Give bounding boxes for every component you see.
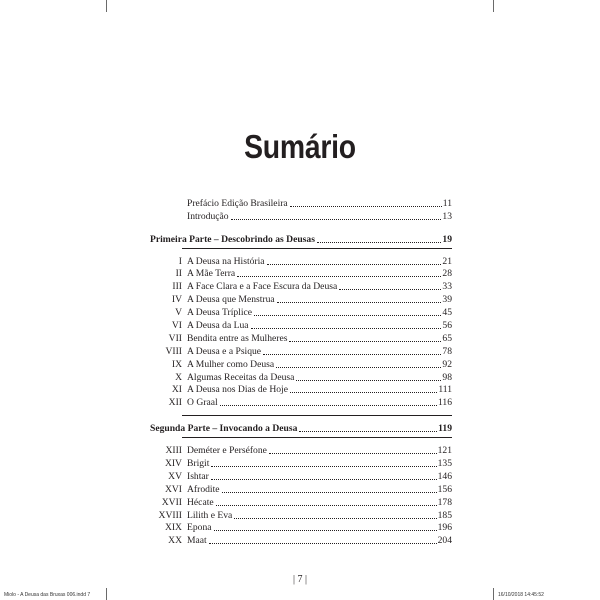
- dot-leader: [339, 289, 441, 290]
- dot-leader: [299, 431, 437, 432]
- chapter-row: [150, 383, 452, 396]
- chapter-row: [150, 254, 452, 267]
- page-number: 178: [437, 496, 452, 508]
- page-number: 28: [442, 268, 452, 280]
- chapter-number: XIV: [164, 458, 182, 470]
- dot-leader: [222, 492, 437, 493]
- chapter-number: XX: [168, 535, 182, 547]
- chapter-title: A Deusa da Lua: [187, 320, 249, 332]
- dot-leader: [290, 392, 437, 393]
- page-number: 185: [437, 509, 452, 521]
- chapter-number: III: [172, 281, 182, 293]
- chapter-title: A Deusa na História: [187, 255, 265, 267]
- chapter-number: VIII: [165, 345, 182, 357]
- dot-leader: [276, 367, 441, 368]
- front-matter-row: [150, 209, 452, 222]
- crop-mark: [106, 588, 107, 600]
- dot-leader: [267, 264, 442, 265]
- slug-file-name: Miolo - A Deusa das Bruxas 006.indd 7: [4, 592, 91, 598]
- dot-leader: [214, 530, 437, 531]
- chapter-row: [150, 495, 452, 508]
- chapter-number: XI: [171, 384, 182, 396]
- chapter-title: Prefácio Edição Brasileira: [187, 197, 288, 209]
- dot-leader: [216, 505, 437, 506]
- slug-timestamp: 16/10/2018 14:45:52: [498, 592, 544, 598]
- dot-leader: [263, 354, 441, 355]
- chapter-title: O Graal: [187, 397, 218, 409]
- folio: | 7 |: [292, 574, 307, 585]
- chapter-row: [150, 482, 452, 495]
- dot-leader: [269, 453, 437, 454]
- chapter-number: XII: [168, 397, 182, 409]
- chapter-title: Algumas Receitas da Deusa: [187, 371, 295, 383]
- chapter-row: [150, 370, 452, 383]
- chapter-title: Deméter e Perséfone: [187, 445, 267, 457]
- chapter-row: [150, 344, 452, 357]
- page-number: 45: [442, 307, 452, 319]
- page-number: 111: [438, 384, 452, 396]
- chapter-row: [150, 395, 452, 408]
- table-of-contents: [150, 196, 452, 546]
- chapter-title: A Face Clara e a Face Escura da Deusa: [187, 281, 338, 293]
- page-number: 78: [442, 345, 452, 357]
- chapter-title: Lilith e Eva: [187, 509, 233, 521]
- chapter-number: XV: [168, 470, 182, 482]
- page-number: 135: [437, 458, 452, 470]
- chapter-row: [150, 331, 452, 344]
- chapter-number: XVII: [161, 496, 182, 508]
- chapter-row: [150, 318, 452, 331]
- divider: [182, 248, 452, 249]
- page-number: 33: [442, 281, 452, 293]
- chapter-number: V: [175, 307, 182, 319]
- chapter-row: [150, 279, 452, 292]
- chapter-row: [150, 305, 452, 318]
- chapter-row: [150, 267, 452, 280]
- page-number: 92: [442, 358, 452, 370]
- chapter-list: [150, 254, 452, 409]
- chapter-number: XIII: [165, 445, 182, 457]
- page-number: 156: [437, 483, 452, 495]
- chapter-row: [150, 357, 452, 370]
- part-title: Primeira Parte – Descobrindo as Deusas: [150, 233, 315, 245]
- chapter-number: II: [175, 268, 182, 280]
- page-number: 119: [438, 423, 452, 435]
- chapter-number: X: [175, 371, 182, 383]
- chapter-title: Afrodite: [187, 483, 220, 495]
- dot-leader: [317, 242, 441, 243]
- dot-leader: [211, 479, 437, 480]
- dot-leader: [209, 543, 437, 544]
- chapter-number: I: [178, 255, 182, 267]
- page-number: 13: [442, 210, 452, 222]
- chapter-title: Epona: [187, 522, 212, 534]
- page-number: 56: [442, 320, 452, 332]
- crop-mark: [493, 588, 494, 600]
- part-title: Segunda Parte – Invocando a Deusa: [150, 423, 298, 435]
- page-number: 39: [442, 294, 452, 306]
- page-number: 98: [442, 371, 452, 383]
- chapter-number: VII: [168, 332, 182, 344]
- page-number: 204: [437, 535, 452, 547]
- front-matter-list: [150, 196, 452, 222]
- chapter-row: [150, 456, 452, 469]
- divider: [182, 437, 452, 438]
- chapter-title: Maat: [187, 535, 207, 547]
- dot-leader: [290, 206, 442, 207]
- page-number: 116: [437, 397, 452, 409]
- page-number: 121: [437, 445, 452, 457]
- chapter-row: [150, 508, 452, 521]
- page-title: Sumário: [244, 128, 356, 166]
- chapter-number: IX: [171, 358, 182, 370]
- page-number: 65: [442, 332, 452, 344]
- crop-mark: [493, 0, 494, 12]
- chapter-title: A Deusa Tríplice: [187, 307, 253, 319]
- chapter-row: [150, 533, 452, 546]
- chapter-title: A Mulher como Deusa: [187, 358, 275, 370]
- dot-leader: [289, 341, 441, 342]
- chapter-title: Brigit: [187, 458, 210, 470]
- chapter-title: A Deusa nos Dias de Hoje: [187, 384, 288, 396]
- chapter-title: A Deusa que Menstrua: [187, 294, 275, 306]
- dot-leader: [211, 466, 436, 467]
- chapter-title: Bendita entre as Mulheres: [187, 332, 288, 344]
- page-number: 146: [437, 470, 452, 482]
- chapter-row: [150, 521, 452, 534]
- chapter-list: [150, 443, 452, 546]
- chapter-title: Ishtar: [187, 470, 209, 482]
- chapter-row: [150, 292, 452, 305]
- page-number: 21: [442, 255, 452, 267]
- chapter-title: Hécate: [187, 496, 214, 508]
- dot-leader: [254, 315, 441, 316]
- page-number: 19: [442, 233, 452, 245]
- dot-leader: [251, 328, 442, 329]
- chapter-row: [150, 469, 452, 482]
- crop-mark: [106, 0, 107, 12]
- divider: [182, 415, 452, 416]
- chapter-row: [150, 443, 452, 456]
- chapter-number: IV: [171, 294, 182, 306]
- dot-leader: [231, 219, 442, 220]
- chapter-title: Introdução: [187, 210, 229, 222]
- chapter-number: XIX: [164, 522, 182, 534]
- part-heading: [150, 232, 452, 245]
- dot-leader: [220, 405, 437, 406]
- dot-leader: [237, 276, 441, 277]
- chapter-number: XVI: [164, 483, 182, 495]
- chapter-number: VI: [171, 320, 182, 332]
- dot-leader: [234, 518, 436, 519]
- page-number: 11: [442, 197, 452, 209]
- chapter-title: A Deusa e a Psique: [187, 345, 262, 357]
- front-matter-row: [150, 196, 452, 209]
- chapter-number: XVIII: [158, 509, 182, 521]
- dot-leader: [277, 302, 442, 303]
- dot-leader: [296, 380, 441, 381]
- chapter-title: A Mãe Terra: [187, 268, 236, 280]
- part-heading: [150, 421, 452, 434]
- page-number: 196: [437, 522, 452, 534]
